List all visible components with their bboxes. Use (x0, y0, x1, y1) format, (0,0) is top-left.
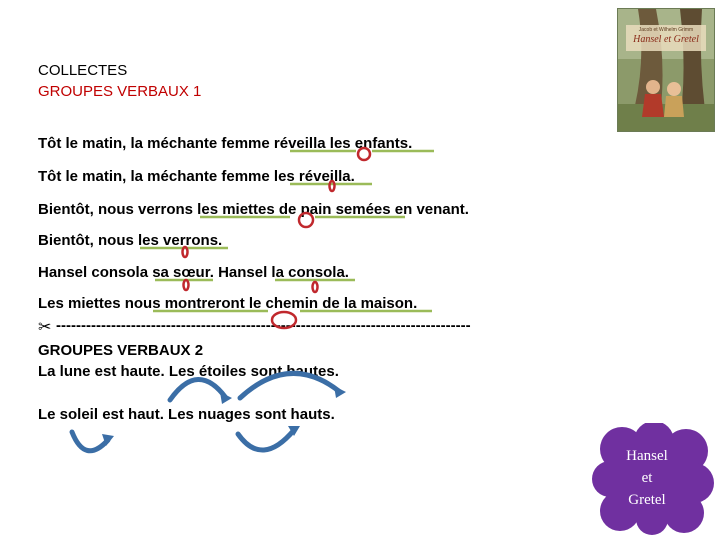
link-ring (184, 280, 189, 290)
link-ring (313, 282, 318, 292)
arrow-arc (238, 430, 294, 450)
groupes-verbaux-1-title: GROUPES VERBAUX 1 (38, 83, 202, 100)
scissors-icon: ✂ (38, 319, 52, 336)
groupes-verbaux-2-title: GROUPES VERBAUX 2 (38, 342, 204, 359)
link-ring (272, 312, 296, 328)
link-ring (299, 213, 313, 227)
arrow-head (220, 392, 232, 404)
badge-line-2: et (641, 470, 653, 486)
badge-line-3: Gretel (628, 492, 666, 508)
sentence-5: Hansel consola sa sœur. Hansel la consola. (38, 264, 349, 281)
sentence-6: Les miettes nous montreront le chemin de la maison. (38, 295, 418, 312)
book-cover-image (617, 8, 715, 132)
link-ring (330, 181, 335, 191)
sentence-3: Bientôt, nous verrons les miettes de pain semées en venant. (38, 201, 469, 218)
sentence-1: Tôt le matin, la méchante femme réveilla les enfants. (38, 135, 413, 152)
cloud-badge-text (600, 445, 694, 511)
collectes-title: COLLECTES (38, 62, 128, 79)
link-ring (358, 148, 370, 160)
arrow-arc (170, 379, 226, 400)
sentence-2: Tôt le matin, la méchante femme les réveilla. (38, 168, 355, 185)
book-title: Hansel et Gretel (633, 34, 699, 45)
arrow-head (334, 386, 346, 398)
cut-separator: ----------------------------------------------------------------------------------- (56, 317, 471, 334)
sentence-lune: La lune est haute. Les étoiles sont hautes. (38, 363, 339, 380)
book-author: Jacob et Wilhelm Grimm (638, 27, 694, 33)
badge-line-1: Hansel (626, 448, 668, 464)
arrow-arc (240, 373, 340, 398)
sentence-4: Bientôt, nous les verrons. (38, 232, 223, 249)
sentence-soleil: Le soleil est haut. Les nuages sont hauts. (38, 406, 335, 423)
